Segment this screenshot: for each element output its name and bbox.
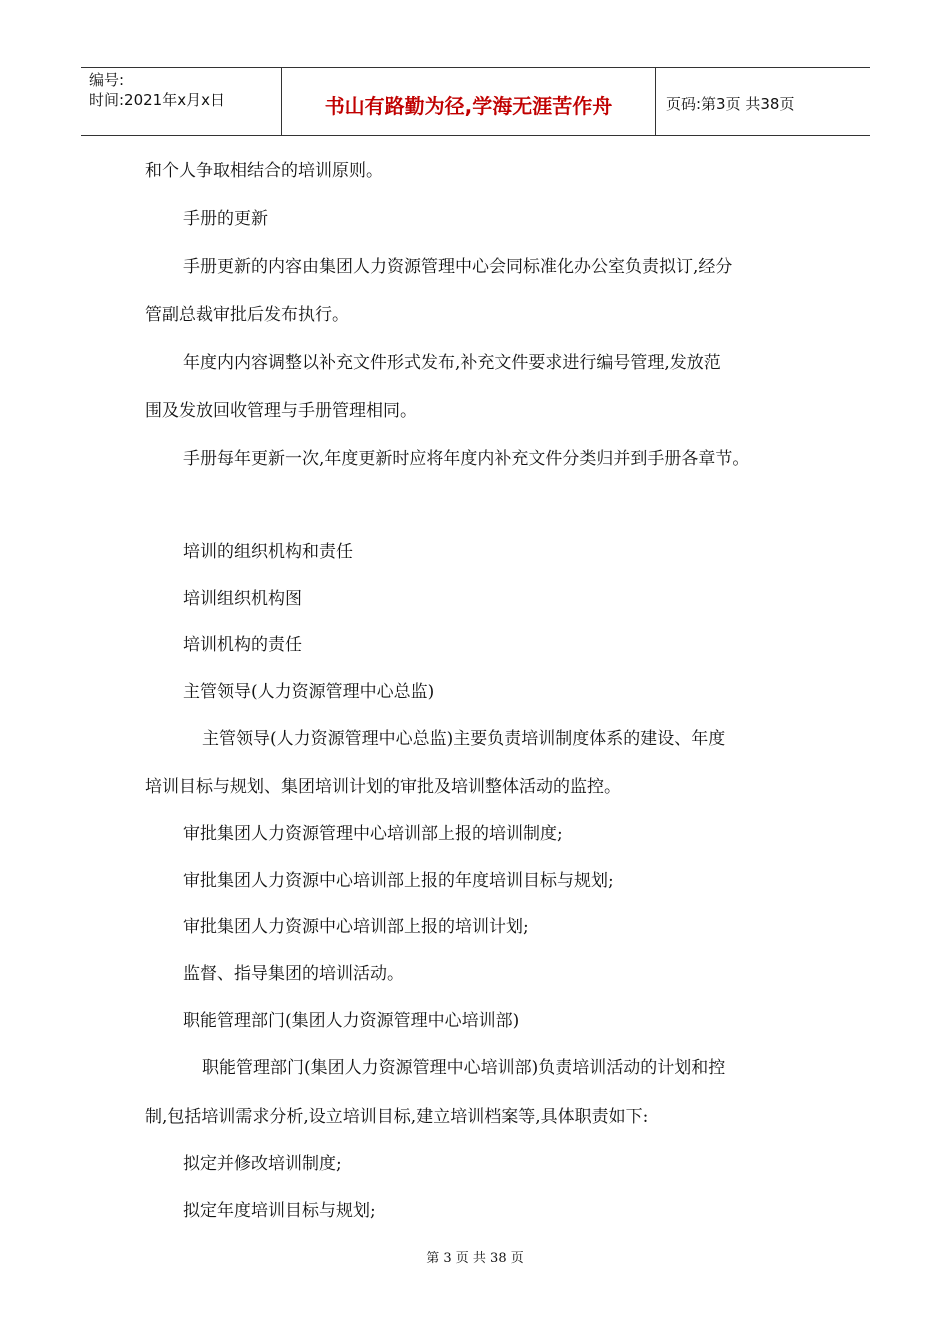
paragraph-line: 主管领导(人力资源管理中心总监)主要负责培训制度体系的建设、年度 (202, 729, 726, 749)
header-page-info: 页码:第3页 共38页 (666, 95, 795, 113)
list-item: 拟定并修改培训制度; (183, 1154, 342, 1174)
document-number-label: 编号: (89, 71, 125, 89)
list-item: 审批集团人力资源中心培训部上报的培训计划; (183, 917, 529, 937)
section-heading: 手册的更新 (183, 209, 268, 229)
document-date-label: 时间:2021年x月x日 (89, 91, 225, 109)
paragraph-line: 手册每年更新一次,年度更新时应将年度内补充文件分类归并到手册各章节。 (183, 449, 750, 469)
paragraph-line: 年度内内容调整以补充文件形式发布,补充文件要求进行编号管理,发放范 (183, 353, 721, 373)
paragraph-line: 制,包括培训需求分析,设立培训目标,建立培训档案等,具体职责如下: (145, 1107, 649, 1127)
list-item: 审批集团人力资源管理中心培训部上报的培训制度; (183, 824, 563, 844)
section-heading: 培训组织机构图 (183, 589, 302, 609)
header-meta-cell (81, 68, 282, 135)
paragraph-line: 职能管理部门(集团人力资源管理中心培训部)负责培训活动的计划和控 (202, 1058, 726, 1078)
section-heading: 培训的组织机构和责任 (183, 542, 353, 562)
section-heading: 职能管理部门(集团人力资源管理中心培训部) (183, 1011, 520, 1031)
list-item: 审批集团人力资源中心培训部上报的年度培训目标与规划; (183, 871, 614, 891)
page-header (81, 67, 870, 136)
paragraph-line: 培训目标与规划、集团培训计划的审批及培训整体活动的监控。 (145, 777, 621, 797)
paragraph-line: 手册更新的内容由集团人力资源管理中心会同标准化办公室负责拟订,经分 (183, 257, 733, 277)
paragraph-line: 围及发放回收管理与手册管理相同。 (145, 401, 417, 421)
paragraph-line: 和个人争取相结合的培训原则。 (145, 161, 383, 181)
header-motto: 书山有路勤为径,学海无涯苦作舟 (282, 68, 656, 135)
paragraph-line: 管副总裁审批后发布执行。 (145, 305, 349, 325)
section-heading: 主管领导(人力资源管理中心总监) (183, 682, 435, 702)
list-item: 监督、指导集团的培训活动。 (183, 964, 404, 984)
section-heading: 培训机构的责任 (183, 635, 302, 655)
list-item: 拟定年度培训目标与规划; (183, 1201, 376, 1221)
page-footer: 第 3 页 共 38 页 (426, 1251, 524, 1266)
